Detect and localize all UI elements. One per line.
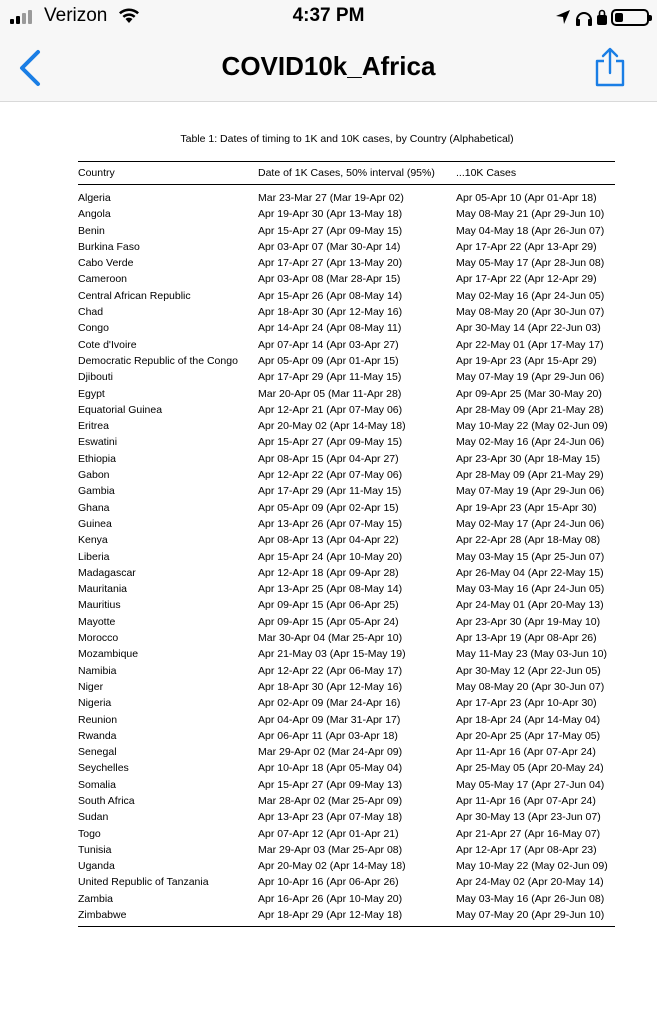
cell-1k-date: Apr 17-Apr 27 (Apr 13-May 20) — [258, 257, 403, 270]
page-title: COVID10k_Africa — [221, 51, 436, 81]
cell-1k-date: Apr 05-Apr 09 (Apr 02-Apr 15) — [258, 501, 399, 514]
cell-10k-date: Apr 24-May 02 (Apr 20-May 14) — [456, 876, 604, 889]
cell-10k-date: Apr 30-May 13 (Apr 23-Jun 07) — [456, 811, 601, 824]
table-row — [78, 907, 615, 923]
cell-country: Niger — [78, 680, 104, 693]
cell-1k-date: Mar 28-Apr 02 (Mar 25-Apr 09) — [258, 794, 403, 807]
cell-10k-date: Apr 23-Apr 30 (Apr 18-May 15) — [456, 452, 601, 465]
cell-1k-date: Apr 08-Apr 15 (Apr 04-Apr 27) — [258, 452, 399, 465]
cell-1k-date: Apr 09-Apr 15 (Apr 05-Apr 24) — [258, 615, 399, 628]
cell-1k-date: Apr 20-May 02 (Apr 14-May 18) — [258, 860, 406, 873]
cell-1k-date: Apr 15-Apr 27 (Apr 09-May 15) — [258, 224, 403, 237]
cell-1k-date: Apr 12-Apr 22 (Apr 07-May 06) — [258, 469, 403, 482]
cell-10k-date: Apr 25-May 05 (Apr 20-May 24) — [456, 762, 604, 775]
cell-10k-date: May 03-May 16 (Apr 24-Jun 05) — [456, 583, 605, 596]
table-body — [78, 190, 615, 923]
cell-10k-date: Apr 19-Apr 23 (Apr 15-Apr 30) — [456, 501, 597, 514]
table-row — [78, 483, 615, 499]
cell-country: Eritrea — [78, 420, 109, 433]
cell-10k-date: May 08-May 21 (Apr 29-Jun 10) — [456, 208, 605, 221]
cell-1k-date: Apr 04-Apr 09 (Mar 31-Apr 17) — [258, 713, 401, 726]
table-row — [78, 223, 615, 239]
cell-1k-date: Apr 07-Apr 14 (Apr 03-Apr 27) — [258, 338, 399, 351]
table-row — [78, 369, 615, 385]
table-row — [78, 891, 615, 907]
table-row — [78, 695, 615, 711]
cell-country: Liberia — [78, 550, 110, 563]
table-row — [78, 239, 615, 255]
cell-country: Nigeria — [78, 697, 112, 710]
table-row — [78, 809, 615, 825]
cell-10k-date: May 03-May 16 (Apr 26-Jun 08) — [456, 892, 605, 905]
cell-country: Seychelles — [78, 762, 129, 775]
cell-country: Togo — [78, 827, 101, 840]
cell-country: Zambia — [78, 892, 114, 905]
navigation-bar — [0, 36, 657, 102]
cell-country: Namibia — [78, 664, 117, 677]
table-row — [78, 386, 615, 402]
cell-10k-date: Apr 11-Apr 16 (Apr 07-Apr 24) — [456, 746, 596, 759]
table-row — [78, 434, 615, 450]
cell-10k-date: Apr 18-Apr 24 (Apr 14-May 04) — [456, 713, 601, 726]
cell-10k-date: May 03-May 15 (Apr 25-Jun 07) — [456, 550, 605, 563]
table-caption: Table 1: Dates of timing to 1K and 10K cases, by Country (Alphabetical) — [180, 133, 514, 145]
cell-10k-date: May 10-May 22 (May 02-Jun 09) — [456, 420, 608, 433]
header-1k-cases: Date of 1K Cases, 50% interval (95%) — [258, 167, 435, 179]
cell-1k-date: Apr 10-Apr 16 (Apr 06-Apr 26) — [258, 876, 399, 889]
cell-country: Mauritius — [78, 599, 121, 612]
cell-1k-date: Apr 13-Apr 25 (Apr 08-May 14) — [258, 583, 403, 596]
cell-10k-date: Apr 23-Apr 30 (Apr 19-May 10) — [456, 615, 601, 628]
table-bottom-rule — [78, 926, 615, 927]
cell-10k-date: Apr 11-Apr 16 (Apr 07-Apr 24) — [456, 794, 596, 807]
cell-1k-date: Apr 18-Apr 30 (Apr 12-May 16) — [258, 680, 403, 693]
document-view[interactable] — [0, 103, 657, 1024]
table-row — [78, 565, 615, 581]
table-row — [78, 597, 615, 613]
table-row — [78, 418, 615, 434]
cell-10k-date: May 08-May 20 (Apr 30-Jun 07) — [456, 306, 605, 319]
share-icon[interactable] — [593, 47, 627, 87]
cell-1k-date: Mar 20-Apr 05 (Mar 11-Apr 28) — [258, 387, 402, 400]
cell-10k-date: May 10-May 22 (May 02-Jun 09) — [456, 860, 608, 873]
table-row — [78, 288, 615, 304]
table-row — [78, 744, 615, 760]
table-row — [78, 255, 615, 271]
table-top-rule — [78, 161, 615, 162]
cell-1k-date: Apr 03-Apr 07 (Mar 30-Apr 14) — [258, 240, 401, 253]
status-bar — [0, 0, 657, 36]
header-country: Country — [78, 167, 115, 179]
cell-10k-date: Apr 17-Apr 22 (Apr 12-Apr 29) — [456, 273, 597, 286]
cell-10k-date: Apr 12-Apr 17 (Apr 08-Apr 23) — [456, 843, 597, 856]
table-row — [78, 826, 615, 842]
cell-1k-date: Apr 17-Apr 29 (Apr 11-May 15) — [258, 371, 402, 384]
cell-1k-date: Apr 16-Apr 26 (Apr 10-May 20) — [258, 892, 403, 905]
cell-10k-date: Apr 17-Apr 23 (Apr 10-Apr 30) — [456, 697, 597, 710]
carrier-name: Verizon — [44, 5, 108, 26]
table-row — [78, 630, 615, 646]
cell-1k-date: Apr 08-Apr 13 (Apr 04-Apr 22) — [258, 534, 399, 547]
table-row — [78, 320, 615, 336]
table-row — [78, 793, 615, 809]
cell-country: Democratic Republic of the Congo — [78, 354, 238, 367]
cell-1k-date: Mar 29-Apr 02 (Mar 24-Apr 09) — [258, 746, 403, 759]
cell-country: Mayotte — [78, 615, 116, 628]
cell-country: Central African Republic — [78, 289, 191, 302]
table-row — [78, 581, 615, 597]
cell-country: Kenya — [78, 534, 108, 547]
table-row — [78, 500, 615, 516]
table-row — [78, 190, 615, 206]
cell-1k-date: Apr 12-Apr 21 (Apr 07-May 06) — [258, 403, 403, 416]
table-header — [78, 167, 615, 181]
cell-10k-date: May 02-May 16 (Apr 24-Jun 06) — [456, 436, 605, 449]
cell-10k-date: Apr 28-May 09 (Apr 21-May 29) — [456, 469, 604, 482]
cell-1k-date: Apr 07-Apr 12 (Apr 01-Apr 21) — [258, 827, 399, 840]
cell-10k-date: May 07-May 19 (Apr 29-Jun 06) — [456, 485, 605, 498]
cell-10k-date: Apr 28-May 09 (Apr 21-May 28) — [456, 403, 604, 416]
cell-1k-date: Apr 12-Apr 18 (Apr 09-Apr 28) — [258, 566, 399, 579]
cell-1k-date: Apr 17-Apr 29 (Apr 11-May 15) — [258, 485, 402, 498]
cell-country: Madagascar — [78, 566, 136, 579]
status-time: 4:37 PM — [292, 5, 365, 26]
cell-country: Mozambique — [78, 648, 139, 661]
cell-country: Benin — [78, 224, 105, 237]
cell-10k-date: May 11-May 23 (May 03-Jun 10) — [456, 648, 607, 661]
cell-country: Morocco — [78, 632, 119, 645]
cell-1k-date: Apr 05-Apr 09 (Apr 01-Apr 15) — [258, 354, 399, 367]
cell-1k-date: Apr 15-Apr 27 (Apr 09-May 13) — [258, 778, 403, 791]
cell-country: United Republic of Tanzania — [78, 876, 209, 889]
cell-1k-date: Apr 06-Apr 11 (Apr 03-Apr 18) — [258, 729, 398, 742]
table-row — [78, 712, 615, 728]
table-row — [78, 467, 615, 483]
cell-10k-date: Apr 22-May 01 (Apr 17-May 17) — [456, 338, 604, 351]
cell-country: Reunion — [78, 713, 118, 726]
cell-1k-date: Apr 18-Apr 30 (Apr 12-May 16) — [258, 306, 403, 319]
table-row — [78, 516, 615, 532]
cell-country: Gambia — [78, 485, 115, 498]
cell-country: Congo — [78, 322, 109, 335]
table-row — [78, 858, 615, 874]
cell-1k-date: Apr 02-Apr 09 (Mar 24-Apr 16) — [258, 697, 401, 710]
cell-10k-date: May 05-May 17 (Apr 28-Jun 08) — [456, 257, 605, 270]
cell-10k-date: Apr 13-Apr 19 (Apr 08-Apr 26) — [456, 632, 597, 645]
cell-1k-date: Apr 15-Apr 27 (Apr 09-May 15) — [258, 436, 403, 449]
cell-10k-date: Apr 09-Apr 25 (Mar 30-May 20) — [456, 387, 602, 400]
cell-10k-date: May 05-May 17 (Apr 27-Jun 04) — [456, 778, 605, 791]
cell-10k-date: May 07-May 19 (Apr 29-Jun 06) — [456, 371, 605, 384]
cell-country: Guinea — [78, 517, 112, 530]
cell-country: Cameroon — [78, 273, 128, 286]
cell-country: Egypt — [78, 387, 105, 400]
table-row — [78, 304, 615, 320]
cell-10k-date: Apr 19-Apr 23 (Apr 15-Apr 29) — [456, 354, 597, 367]
cell-10k-date: Apr 05-Apr 10 (Apr 01-Apr 18) — [456, 192, 597, 204]
table-header-rule — [78, 184, 615, 185]
cell-country: Somalia — [78, 778, 116, 791]
cell-1k-date: Apr 13-Apr 23 (Apr 07-May 18) — [258, 811, 403, 824]
cell-1k-date: Apr 19-Apr 30 (Apr 13-May 18) — [258, 208, 403, 221]
cell-country: Uganda — [78, 860, 115, 873]
cell-country: Tunisia — [78, 843, 112, 856]
cell-10k-date: Apr 30-May 12 (Apr 22-Jun 05) — [456, 664, 601, 677]
cell-country: Angola — [78, 208, 111, 221]
cell-1k-date: Apr 03-Apr 08 (Mar 28-Apr 15) — [258, 273, 401, 286]
cell-1k-date: Mar 30-Apr 04 (Mar 25-Apr 10) — [258, 632, 403, 645]
cell-1k-date: Mar 29-Apr 03 (Mar 25-Apr 08) — [258, 843, 403, 856]
cell-1k-date: Apr 10-Apr 18 (Apr 05-May 04) — [258, 762, 403, 775]
table-row — [78, 777, 615, 793]
table-row — [78, 353, 615, 369]
cell-10k-date: May 07-May 20 (Apr 29-Jun 10) — [456, 909, 605, 922]
location-icon — [555, 9, 571, 25]
cell-1k-date: Apr 18-Apr 29 (Apr 12-May 18) — [258, 909, 403, 922]
cell-country: Algeria — [78, 192, 111, 204]
cell-country: Gabon — [78, 469, 110, 482]
table-row — [78, 874, 615, 890]
cell-1k-date: Apr 15-Apr 24 (Apr 10-May 20) — [258, 550, 403, 563]
cell-1k-date: Apr 12-Apr 22 (Apr 06-May 17) — [258, 664, 403, 677]
cell-country: Equatorial Guinea — [78, 403, 163, 416]
cell-country: Zimbabwe — [78, 909, 127, 922]
table-row — [78, 402, 615, 418]
cell-10k-date: Apr 30-May 14 (Apr 22-Jun 03) — [456, 322, 601, 335]
cell-country: Cote d'Ivoire — [78, 338, 137, 351]
headphone-icon — [575, 9, 593, 26]
cell-1k-date: Apr 14-Apr 24 (Apr 08-May 11) — [258, 322, 402, 335]
table-row — [78, 614, 615, 630]
table-row — [78, 271, 615, 287]
cell-country: Djibouti — [78, 371, 114, 384]
table-row — [78, 679, 615, 695]
table-row — [78, 663, 615, 679]
cell-10k-date: May 02-May 16 (Apr 24-Jun 05) — [456, 289, 605, 302]
table-row — [78, 337, 615, 353]
cell-10k-date: May 02-May 17 (Apr 24-Jun 06) — [456, 517, 605, 530]
table-row — [78, 549, 615, 565]
cell-country: Cabo Verde — [78, 257, 134, 270]
table-row — [78, 206, 615, 222]
cell-country: Eswatini — [78, 436, 118, 449]
cell-country: Mauritania — [78, 583, 128, 596]
lock-icon — [597, 9, 607, 25]
cell-country: Sudan — [78, 811, 109, 824]
cell-country: South Africa — [78, 794, 135, 807]
battery-icon — [611, 9, 649, 26]
cell-country: Ghana — [78, 501, 110, 514]
cell-10k-date: Apr 24-May 01 (Apr 20-May 13) — [456, 599, 604, 612]
cell-10k-date: Apr 17-Apr 22 (Apr 13-Apr 29) — [456, 240, 597, 253]
cell-country: Chad — [78, 306, 104, 319]
cell-country: Burkina Faso — [78, 240, 140, 253]
cell-country: Ethiopia — [78, 452, 116, 465]
cell-1k-date: Mar 23-Mar 27 (Mar 19-Apr 02) — [258, 192, 404, 204]
cell-10k-date: Apr 20-Apr 25 (Apr 17-May 05) — [456, 729, 601, 742]
table-row — [78, 646, 615, 662]
cell-1k-date: Apr 13-Apr 26 (Apr 07-May 15) — [258, 517, 403, 530]
cell-10k-date: Apr 26-May 04 (Apr 22-May 15) — [456, 566, 604, 579]
cell-10k-date: Apr 22-Apr 28 (Apr 18-May 08) — [456, 534, 601, 547]
cell-10k-date: May 08-May 20 (Apr 30-Jun 07) — [456, 680, 605, 693]
header-10k-cases: ...10K Cases — [456, 167, 517, 179]
cell-country: Rwanda — [78, 729, 117, 742]
cell-country: Senegal — [78, 746, 117, 759]
table-row — [78, 760, 615, 776]
cell-1k-date: Apr 15-Apr 26 (Apr 08-May 14) — [258, 289, 403, 302]
table-row — [78, 451, 615, 467]
cell-10k-date: May 04-May 18 (Apr 26-Jun 07) — [456, 224, 605, 237]
cell-10k-date: Apr 21-Apr 27 (Apr 16-May 07) — [456, 827, 601, 840]
table-row — [78, 728, 615, 744]
cell-1k-date: Apr 20-May 02 (Apr 14-May 18) — [258, 420, 406, 433]
cell-1k-date: Apr 09-Apr 15 (Apr 06-Apr 25) — [258, 599, 399, 612]
table-row — [78, 532, 615, 548]
table-row — [78, 842, 615, 858]
cell-1k-date: Apr 21-May 03 (Apr 15-May 19) — [258, 648, 406, 661]
